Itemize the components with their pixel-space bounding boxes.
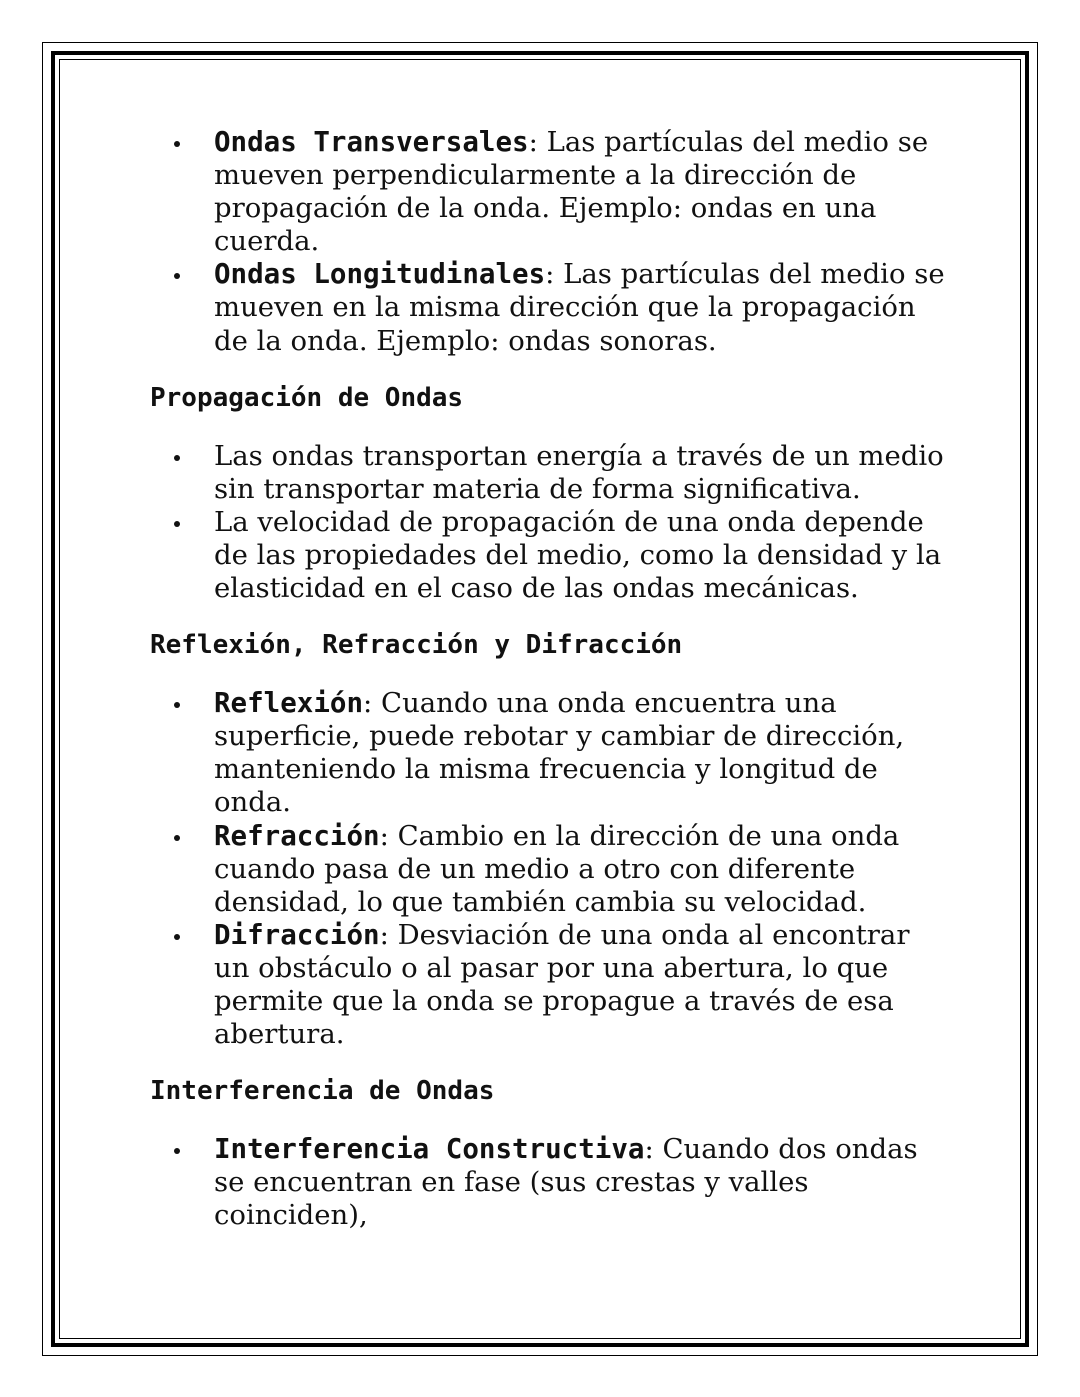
definition: : Las partículas del medio se mueven en la misma dirección que la propagación de la onda. Ejemplo: ondas sonoras. xyxy=(214,258,945,357)
document-content xyxy=(150,126,950,1232)
propagacion-list xyxy=(150,440,950,605)
section-heading-reflexion: Reflexión, Refracción y Difracción xyxy=(150,630,683,661)
definition: : Cambio en la dirección de una onda cuando pasa de un medio a otro con diferente densidad, lo que también cambia su velocidad. xyxy=(214,819,900,918)
term: Reflexión xyxy=(214,687,364,720)
section-heading-propagacion: Propagación de Ondas xyxy=(150,382,464,413)
list-item xyxy=(214,1133,950,1232)
interferencia-list xyxy=(150,1133,950,1232)
section-heading-interferencia: Interferencia de Ondas xyxy=(150,1076,495,1107)
list-item xyxy=(214,126,950,258)
list-item: La velocidad de propagación de una onda depende de las propiedades del medio, como la densidad y la elasticidad en el caso de las ondas mecánicas. xyxy=(214,506,950,605)
term: Refracción xyxy=(214,819,380,852)
definition: : Cuando dos ondas se encuentran en fase (sus crestas y valles coinciden), xyxy=(214,1133,918,1232)
wave-types-list xyxy=(150,126,950,358)
definition: : Cuando una onda encuentra una superficie, puede rebotar y cambiar de dirección, manteniendo la misma frecuencia y longitud de onda. xyxy=(214,687,905,819)
list-item xyxy=(214,919,950,1051)
term: Interferencia Constructiva xyxy=(214,1133,645,1166)
definition: : Desviación de una onda al encontrar un obstáculo o al pasar por una abertura, lo que permite que la onda se propague a través de esa abertura. xyxy=(214,918,910,1051)
reflexion-list xyxy=(150,687,950,1051)
term: Ondas Transversales xyxy=(214,126,529,158)
list-item xyxy=(214,820,950,919)
list-item: Las ondas transportan energía a través de un medio sin transportar materia de forma significativa. xyxy=(214,440,950,506)
list-item xyxy=(214,258,950,357)
list-item xyxy=(214,687,950,819)
term: Difracción xyxy=(214,918,380,951)
term: Ondas Longitudinales xyxy=(214,258,546,291)
definition: : Las partículas del medio se mueven perpendicularmente a la dirección de propagación de la onda. Ejemplo: ondas en una cuerda. xyxy=(214,126,929,258)
